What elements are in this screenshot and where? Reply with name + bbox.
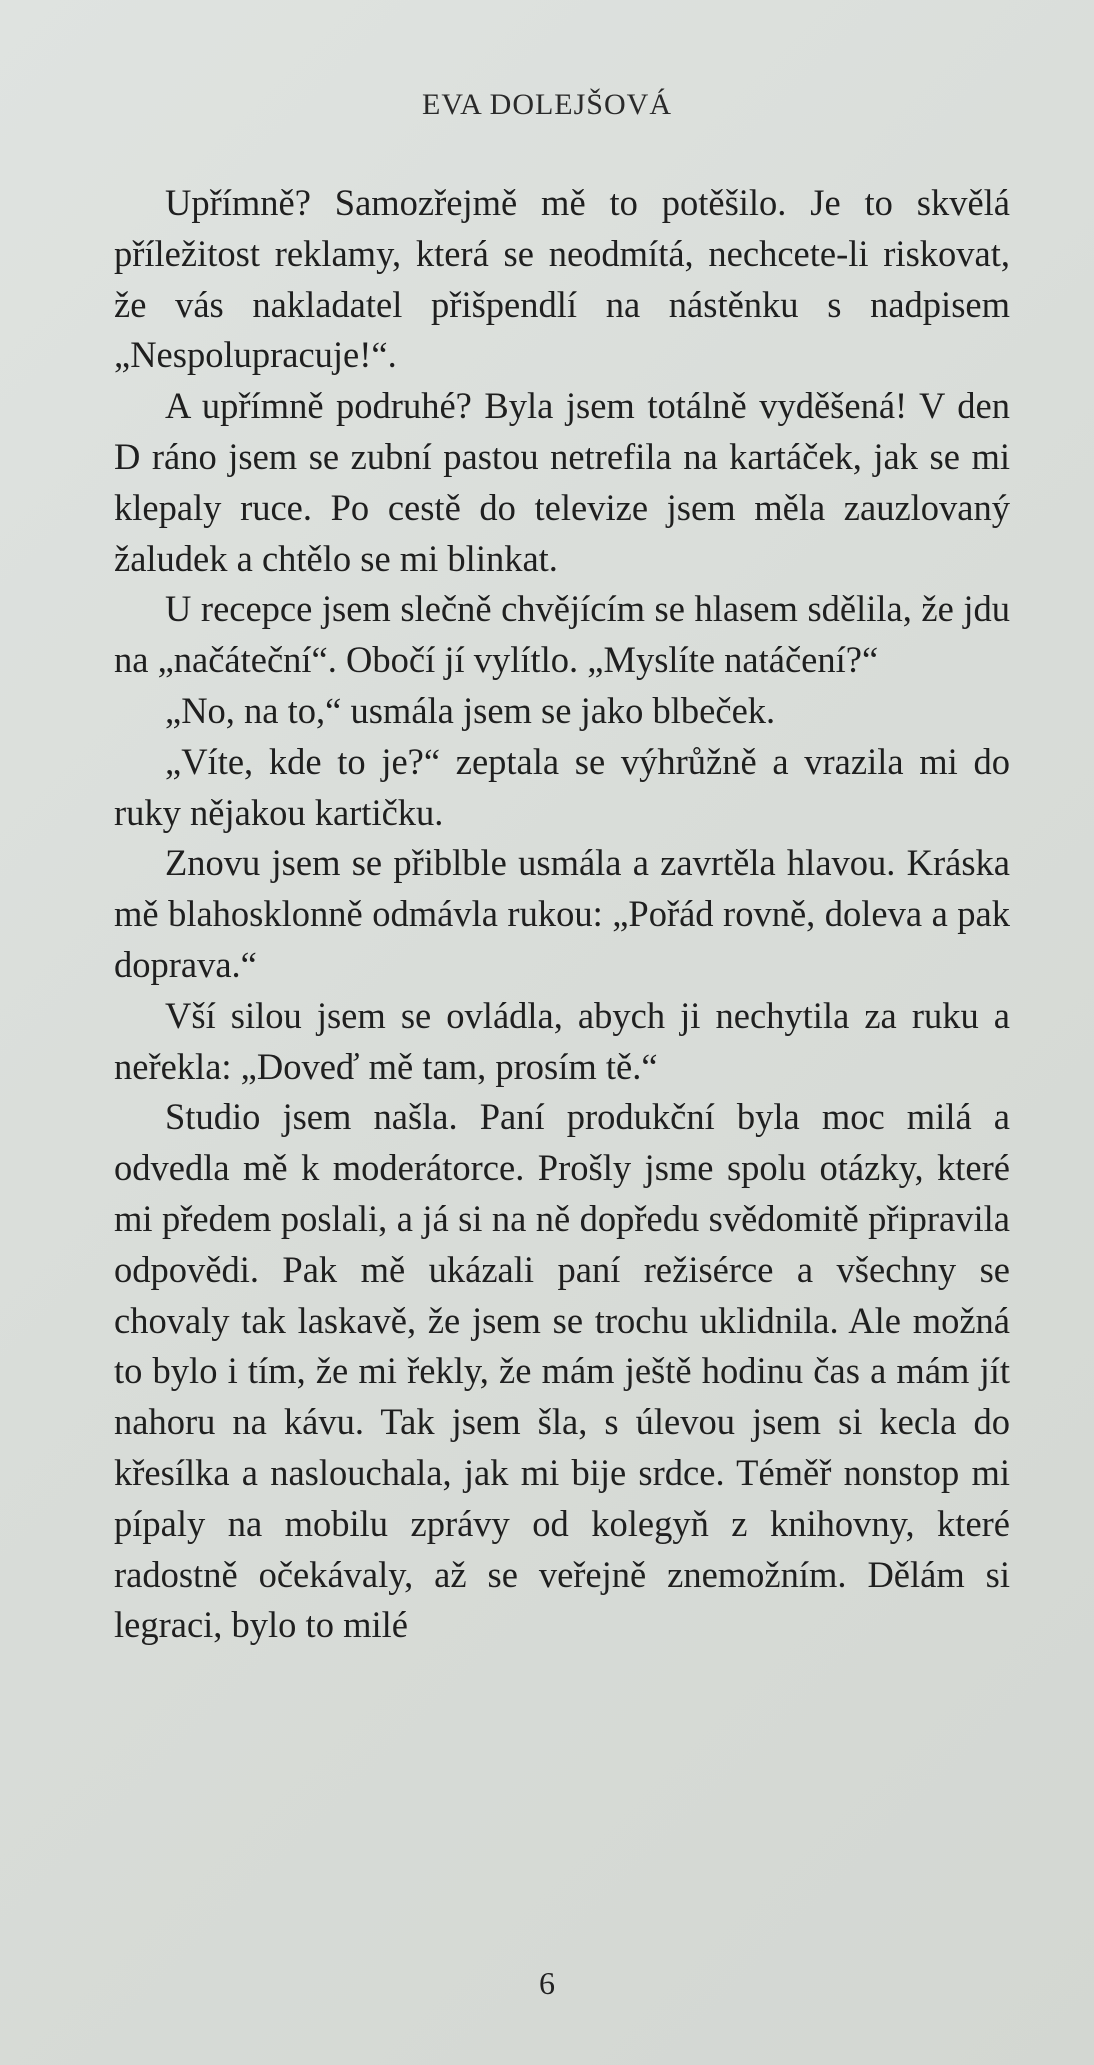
paragraph: „No, na to,“ usmála jsem se jako blbeček. [165, 689, 776, 731]
paragraph: Vší silou jsem se ovládla, abych ji nechytila za ruku a neřekla: „Doveď mě tam, prosím tě.“ [114, 994, 1010, 1087]
paragraph: Znovu jsem se přiblble usmála a zavrtěla hlavou. Kráska mě blahosklonně odmávla rukou: „Pořád rovně, doleva a pak doprava.“ [114, 842, 1010, 985]
paragraph: „Víte, kde to je?“ zeptala se výhrůžně a vrazila mi do ruky nějakou kartičku. [114, 740, 1010, 833]
body-text [114, 178, 1010, 1651]
paragraph: Studio jsem našla. Paní produkční byla moc milá a odvedla mě k moderátorce. Prošly jsme spolu otázky, které mi předem poslali, a já si na ně dopředu svědomitě připravila odpovědi. Pak mě ukázali paní režisérce a všechny se chovaly tak laskavě, že jsem se trochu uklidnila. Ale možná to bylo i tím, že mi řekly, že mám ještě hodinu čas a mám jít nahoru na kávu. Tak jsem šla, s úlevou jsem si kecla do křesílka a naslouchala, jak mi bije srdce. Téměř nonstop mi pípaly na mobilu zprávy od kolegyň z knihovny, které radostně očekávaly, až se veřejně znemožním. Dělám si legraci, bylo to milé [114, 1096, 1010, 1646]
running-head-author: EVA DOLEJŠOVÁ [422, 88, 672, 121]
paragraph: U recepce jsem slečně chvějícím se hlasem sdělila, že jdu na „načáteční“. Obočí jí vylítlo. „Myslíte natáčení?“ [114, 588, 1010, 681]
paragraph: Upřímně? Samozřejmě mě to potěšilo. Je to skvělá příležitost reklamy, která se neodmítá, nechcete-li riskovat, že vás nakladatel přišpendlí na nástěnku s nadpisem „Nespolupracuje!“. [114, 182, 1010, 376]
page-number: 6 [539, 1965, 555, 2001]
paragraph: A upřímně podruhé? Byla jsem totálně vyděšená! V den D ráno jsem se zubní pastou netrefila na kartáček, jak se mi klepaly ruce. Po cestě do televize jsem měla zauzlovaný žaludek a chtělo se mi blinkat. [114, 385, 1010, 579]
